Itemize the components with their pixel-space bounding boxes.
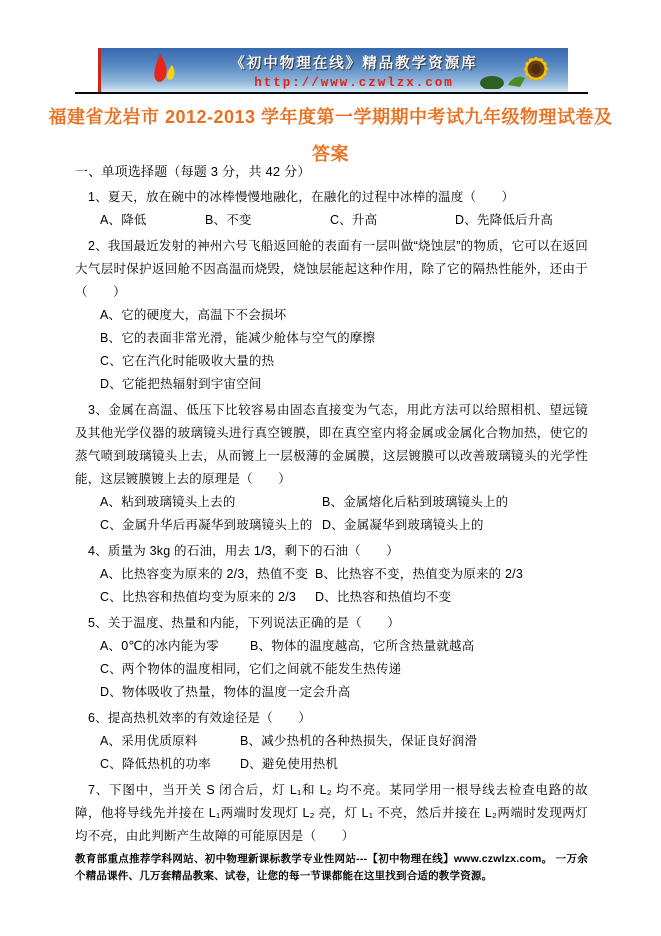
option-d: D、先降低后升高 — [455, 213, 554, 227]
option-b: B、它的表面非常光滑，能减少舱体与空气的摩擦 — [100, 331, 376, 345]
option-d: D、它能把热辐射到宇宙空间 — [100, 377, 262, 391]
question-2 — [75, 235, 588, 396]
question-5 — [75, 612, 588, 704]
options-grid — [75, 635, 588, 658]
question-stem: 6、提高热机效率的有效途径是（ ） — [88, 711, 312, 725]
option-c: C、降低热机的功率 — [100, 757, 211, 771]
banner-site-title: 《初中物理在线》精品教学资源库 — [230, 56, 478, 72]
question-stem: 5、关于温度、热量和内能，下列说法正确的是（ ） — [88, 616, 400, 630]
question-3 — [75, 399, 588, 537]
question-stem: 7、下图中，当开关 S 闭合后，灯 L₁和 L₂ 均不亮。某同学用一根导线去检查电路的故障，他将导线先并接在 L₁两端时发现灯 L₂ 亮，灯 L₁ 不亮，然后并接在 L₂两端时发现两灯均不亮，由此判断产生故障的可能原因是（ ） — [75, 783, 588, 843]
options-grid — [75, 491, 588, 537]
option-b: B、物体的温度越高，它所含热量就越高 — [250, 639, 475, 653]
option-a: A、降低 — [100, 213, 147, 227]
option-b: B、比热容不变，热值变为原来的 2/3 — [315, 567, 523, 581]
options-stack — [75, 658, 588, 704]
option-d: D、比热容和热值均不变 — [315, 590, 452, 604]
option-b: B、不变 — [205, 213, 252, 227]
options-stack — [75, 304, 588, 396]
option-a: A、粘到玻璃镜头上去的 — [100, 495, 236, 509]
option-a: A、0℃的冰内能为零 — [100, 639, 219, 653]
option-a: A、采用优质原料 — [100, 734, 198, 748]
site-banner — [98, 48, 568, 94]
option-d: D、避免使用热机 — [240, 757, 339, 771]
sunflower-icon — [478, 48, 564, 94]
question-stem: 3、金属在高温、低压下比较容易由固态直接变为气态，用此方法可以给照相机、望远镜及其他光学仪器的玻璃镜头进行真空镀膜，即在真空室内将金属或金属化合物加热，使它的蒸气喷到玻璃镜头上去，从而镀上一层极薄的金属膜，这层镀膜可以改善玻璃镜头的光学性能，这层镀膜镀上去的原理是（ ） — [75, 403, 588, 486]
banner-site-url: http://www.czwlzx.com — [254, 76, 454, 90]
flame-logo-icon — [145, 53, 189, 94]
question-7 — [75, 779, 588, 848]
question-1 — [75, 186, 588, 232]
option-b: B、减少热机的各种热损失，保证良好润滑 — [240, 734, 478, 748]
header-divider — [75, 92, 588, 94]
option-a: A、它的硬度大，高温下不会损坏 — [100, 308, 287, 322]
option-b: B、金属熔化后粘到玻璃镜头上的 — [322, 495, 509, 509]
section-heading: 一、单项选择题（每题 3 分，共 42 分） — [75, 164, 311, 179]
banner-text — [219, 52, 489, 90]
question-stem: 4、质量为 3kg 的石油，用去 1/3，剩下的石油（ ） — [88, 544, 399, 558]
exam-content — [75, 160, 588, 848]
question-stem: 2、我国最近发射的神州六号飞船返回舱的表面有一层叫做“烧蚀层”的物质，它可以在返回大气层时保护返回舱不因高温而烧毁，烧蚀层能起这种作用，除了它的隔热性能外，还由于（ ） — [75, 239, 588, 299]
footer-promo-text: 教育部重点推荐学科网站、初中物理新课标教学专业性网站---【初中物理在线】www.czwlzx.com。 一万余个精品课件、几万套精品教案、试卷，让您的每一节课都能在这里找到合适的教学资源。 — [75, 853, 588, 882]
question-6 — [75, 707, 588, 776]
page-title-line2: 答案 — [312, 144, 349, 164]
question-stem: 1、夏天，放在碗中的冰棒慢慢地融化，在融化的过程中冰棒的温度（ ） — [88, 190, 515, 204]
option-a: A、比热容变为原来的 2/3，热值不变 — [100, 567, 308, 581]
option-d: D、金属凝华到玻璃镜头上的 — [322, 518, 484, 532]
option-c: C、金属升华后再凝华到玻璃镜头上的 — [100, 518, 313, 532]
page-title-line1: 福建省龙岩市 2012-2013 学年度第一学期期中考试九年级物理试卷及 — [48, 107, 613, 127]
option-c: C、它在汽化时能吸收大量的热 — [100, 354, 275, 368]
options-grid — [75, 563, 588, 609]
options-grid — [75, 730, 588, 776]
option-d: D、物体吸收了热量，物体的温度一定会升高 — [100, 685, 351, 699]
options-row — [75, 209, 588, 232]
question-4 — [75, 540, 588, 609]
option-c: C、两个物体的温度相同，它们之间就不能发生热传递 — [100, 662, 402, 676]
option-c: C、升高 — [330, 213, 378, 227]
option-c: C、比热容和热值均变为原来的 2/3 — [100, 590, 296, 604]
